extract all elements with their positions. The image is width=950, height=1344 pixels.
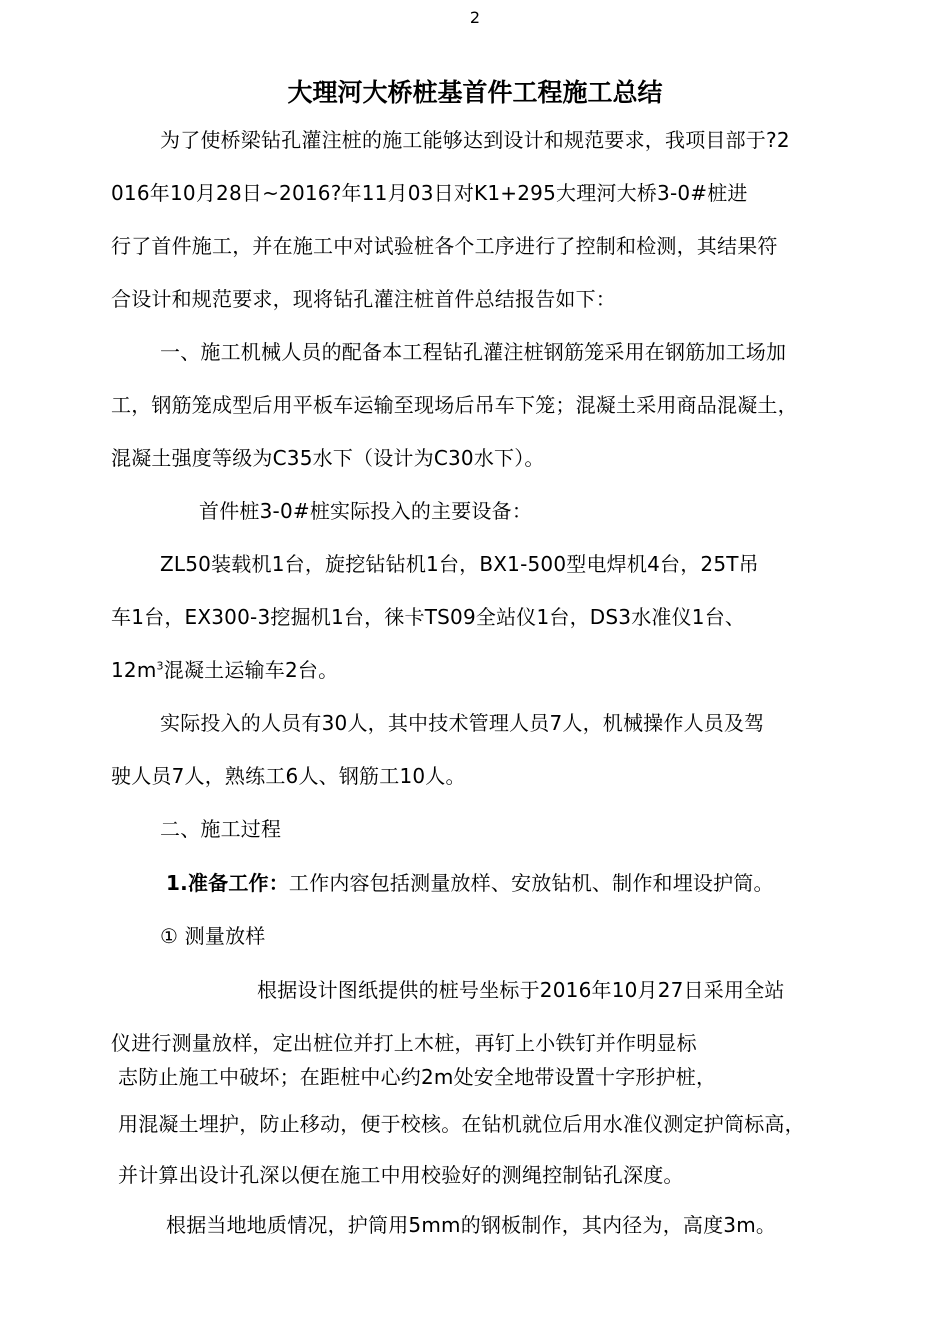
body-text: 混凝土运输车2台。 [163,658,339,682]
body-line: 实际投入的人员有30人，其中技术管理人员7人，机械操作人员及驾 [160,711,765,735]
document-title: 大理河大桥桩基首件工程施工总结 [287,78,663,107]
body-line: 根据当地地质情况，护筒用5mm的钢板制作，其内径为，高度3m。 [166,1213,777,1237]
body-line: 根据设计图纸提供的桩号坐标于2016年10月27日采用全站 [257,978,785,1002]
section-heading: 二、施工过程 [160,817,282,841]
page-number: 2 [469,8,481,27]
body-line: 驶人员7人，熟练工6人、钢筋工10人。 [111,764,466,788]
body-text: 工作内容包括测量放样、安放钻机、制作和埋设护筒。 [288,871,774,895]
item-heading: ① 测量放样 [160,924,266,948]
body-line: 首件桩3-0#桩实际投入的主要设备： [199,499,533,523]
body-line: 混凝土强度等级为C35水下（设计为C30水下）。 [111,446,545,470]
body-line: 志防止施工中破坏；在距桩中心约2m处安全地带设置十字形护桩， [118,1065,717,1089]
body-line: 016年10月28日~2016?年11月03日对K1+295大理河大桥3-0#桩进 [111,181,748,205]
section-heading: 一、施工机械人员的配备本工程钻孔灌注桩钢筋笼采用在钢筋加工场加 [160,340,787,364]
body-line: 为了使桥梁钻孔灌注桩的施工能够达到设计和规范要求，我项目部于?2 [160,128,790,152]
unit-text: 12m [111,658,157,682]
body-line: 仪进行测量放样，定出桩位并打上木桩，再钉上小铁钉并作明显标 [111,1031,697,1055]
body-line: 行了首件施工，并在施工中对试验桩各个工序进行了控制和检测，其结果符 [111,234,778,258]
body-line: 工，钢筋笼成型后用平板车运输至现场后吊车下笼；混凝土采用商品混凝土， [111,393,798,417]
body-line: 合设计和规范要求，现将钻孔灌注桩首件总结报告如下： [111,287,616,311]
body-line: 用混凝土埋护，防止移动，便于校核。在钻机就位后用水准仪测定护筒标高， [118,1112,805,1136]
body-line: 并计算出设计孔深以便在施工中用校验好的测绳控制钻孔深度。 [118,1163,684,1187]
body-line [111,658,338,682]
superscript: 3 [156,659,164,673]
subsection-heading: 1.准备工作： [166,871,289,895]
body-line: 车1台，EX300-3挖掘机1台，徕卡TS09全站仪1台，DS3水准仪1台、 [111,605,746,629]
body-line: ZL50装载机1台，旋挖钻钻机1台，BX1-500型电焊机4台，25T吊 [160,552,759,576]
subsection-line [166,871,774,895]
